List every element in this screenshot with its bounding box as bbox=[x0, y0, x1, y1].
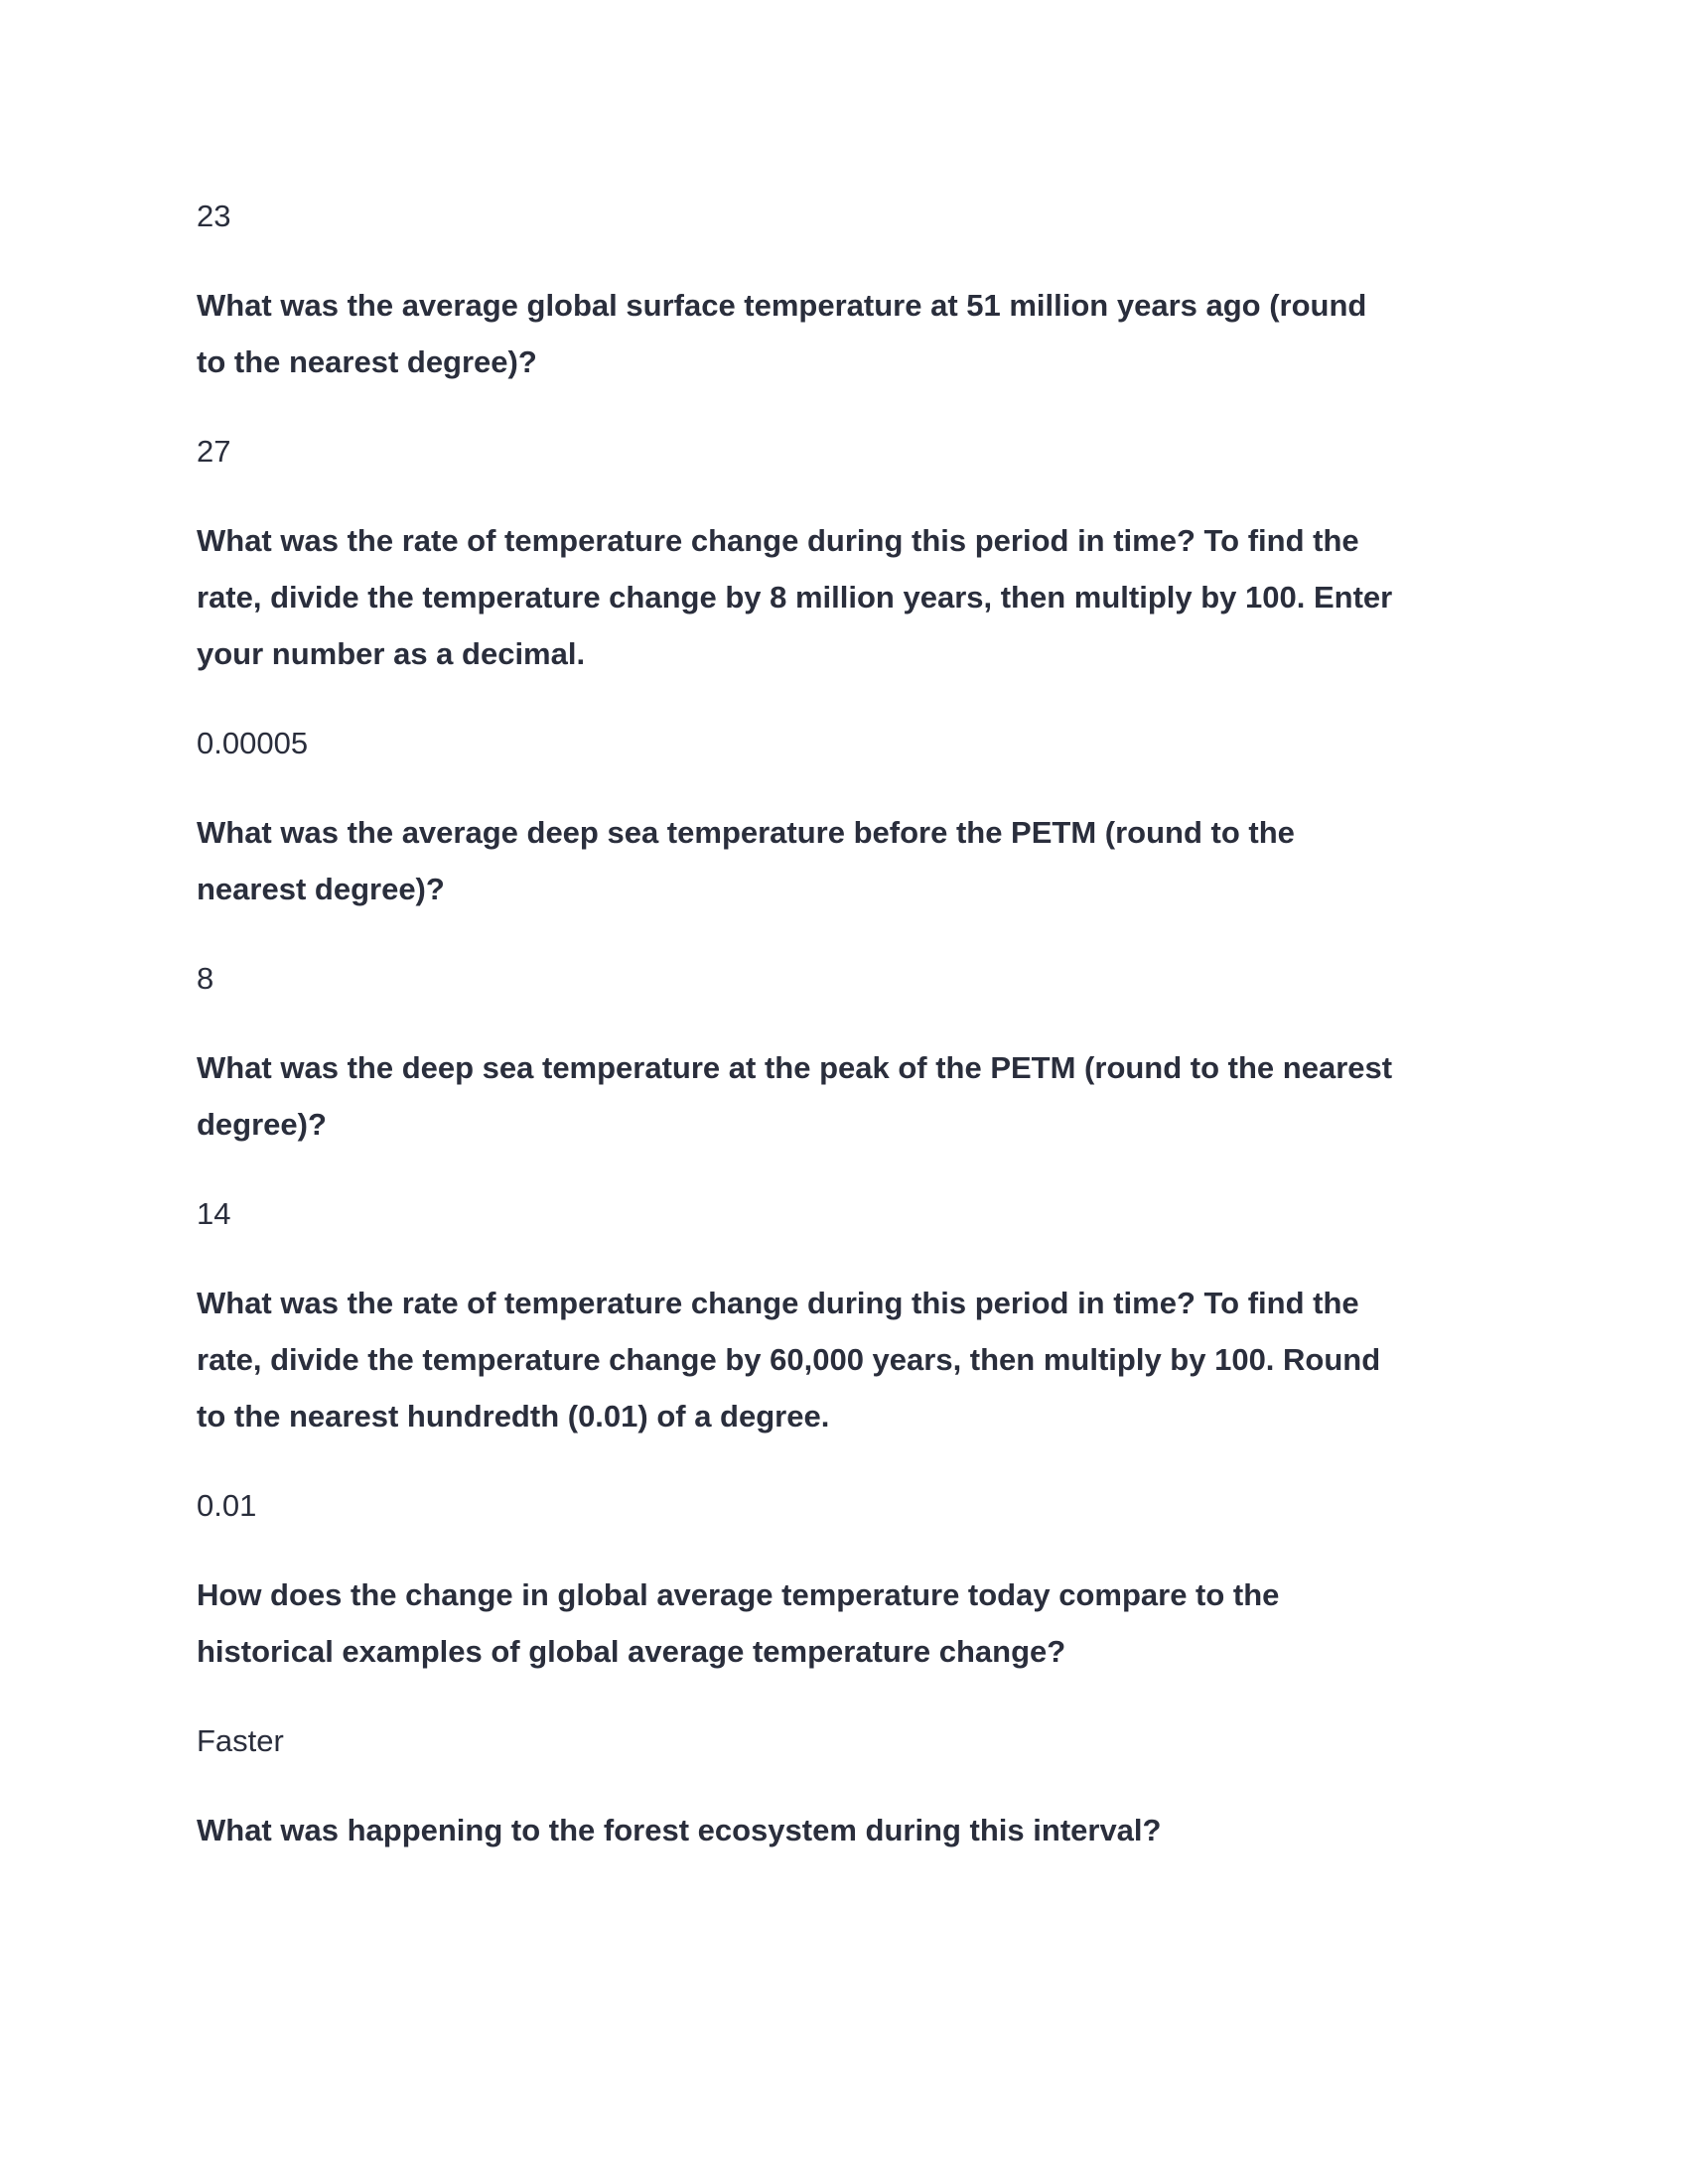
answer-text: Faster bbox=[197, 1723, 284, 1758]
question-line: historical examples of global average temperature change? bbox=[197, 1634, 1066, 1669]
question-text bbox=[197, 1567, 1507, 1680]
document-content bbox=[197, 188, 1507, 1891]
question-line: rate, divide the temperature change by 8 million years, then multiply by 100. Enter bbox=[197, 580, 1393, 614]
question-line: rate, divide the temperature change by 60,000 years, then multiply by 100. Round bbox=[197, 1342, 1381, 1377]
question-text bbox=[197, 512, 1507, 682]
question-line: What was the deep sea temperature at the peak of the PETM (round to the nearest bbox=[197, 1050, 1393, 1085]
question-line: nearest degree)? bbox=[197, 872, 445, 906]
answer-text: 0.00005 bbox=[197, 726, 309, 760]
answer-text: 8 bbox=[197, 961, 214, 996]
question-line: What was happening to the forest ecosystem during this interval? bbox=[197, 1813, 1162, 1847]
question-text bbox=[197, 1275, 1507, 1444]
answer-text: 0.01 bbox=[197, 1488, 257, 1523]
question-text bbox=[197, 1802, 1507, 1858]
question-text bbox=[197, 804, 1507, 917]
question-text bbox=[197, 1039, 1507, 1153]
question-line: degree)? bbox=[197, 1107, 327, 1142]
question-line: What was the rate of temperature change during this period in time? To find the bbox=[197, 1286, 1359, 1320]
answer-text: 23 bbox=[197, 199, 231, 233]
question-line: How does the change in global average temperature today compare to the bbox=[197, 1577, 1280, 1612]
question-line: to the nearest degree)? bbox=[197, 344, 537, 379]
answer-text: 27 bbox=[197, 434, 231, 469]
question-line: your number as a decimal. bbox=[197, 636, 586, 671]
question-line: What was the average deep sea temperature before the PETM (round to the bbox=[197, 815, 1295, 850]
answer-text: 14 bbox=[197, 1196, 231, 1231]
question-line: to the nearest hundredth (0.01) of a degree. bbox=[197, 1399, 830, 1433]
question-line: What was the average global surface temperature at 51 million years ago (round bbox=[197, 288, 1367, 323]
question-text bbox=[197, 277, 1507, 390]
question-line: What was the rate of temperature change during this period in time? To find the bbox=[197, 523, 1359, 558]
